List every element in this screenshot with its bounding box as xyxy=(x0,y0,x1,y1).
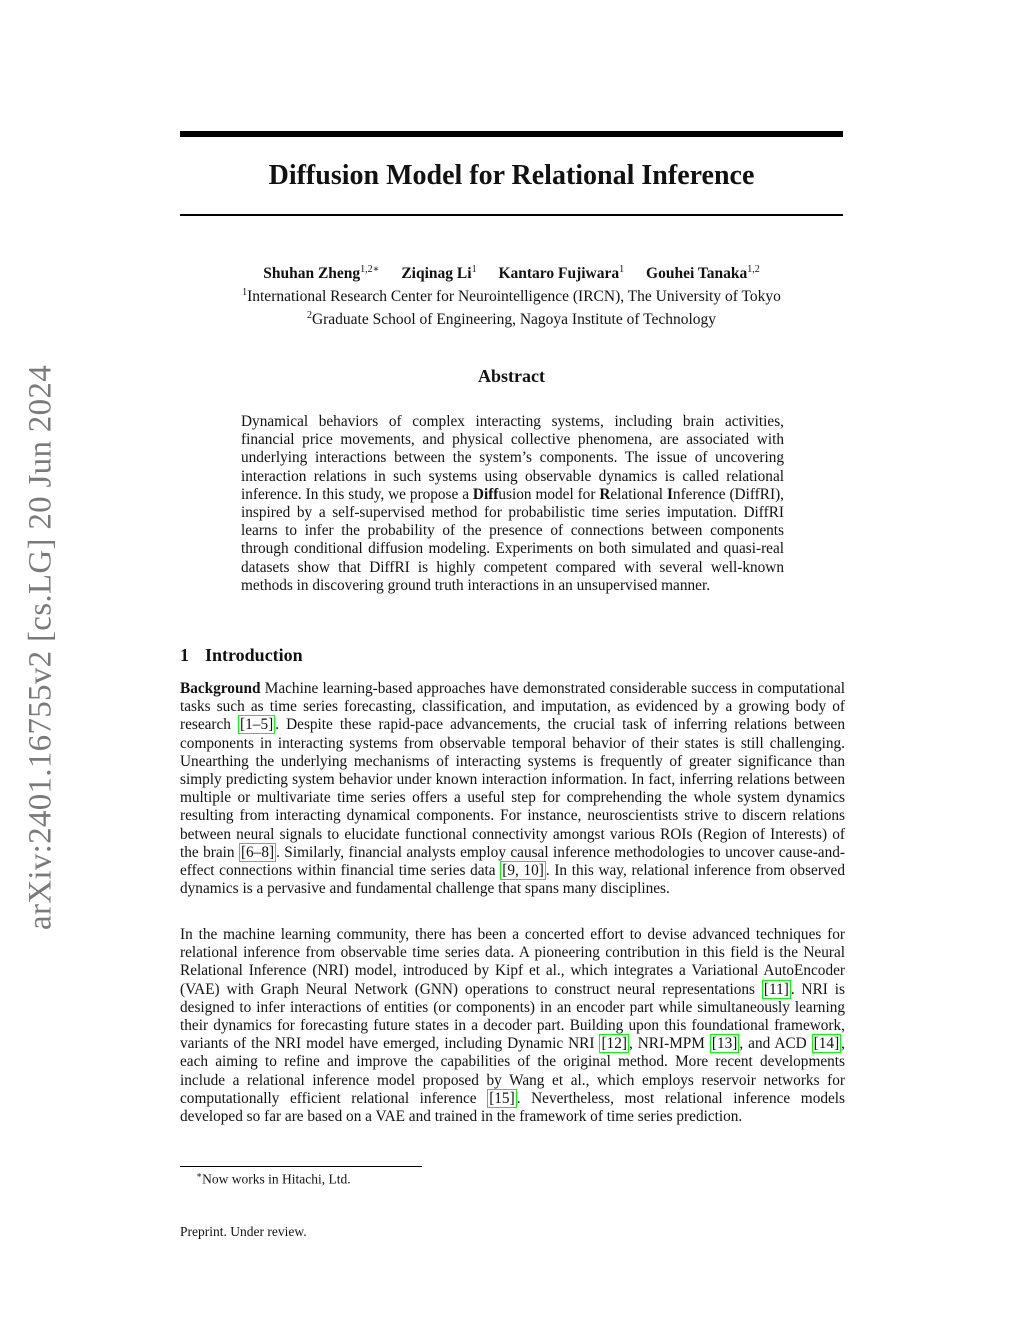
footnote-rule xyxy=(180,1166,422,1167)
arxiv-stamp: arXiv:2401.16755v2 [cs.LG] 20 Jun 2024 xyxy=(22,365,59,931)
title-top-rule xyxy=(180,131,843,137)
citation-link[interactable]: [14] xyxy=(813,1035,840,1053)
citation-link[interactable]: [6–8] xyxy=(240,843,275,861)
author-name: Gouhei Tanaka$^{1,2}$ xyxy=(646,264,760,283)
author-names xyxy=(180,260,843,283)
author-block xyxy=(180,260,843,329)
author-name: Ziqinag Li$^1$ xyxy=(401,264,477,283)
abstract-text: Dynamical behaviors of complex interacting systems, including brain activities, financial price movements, and physical collective phenomena, are associated with underlying interactions between the system’s components. The issue of uncovering interaction relations in such systems using observable dynamics is called relational inference. In this study, we propose a Diffusion model for Relational Inference (DiffRI), inspired by a self-supervised method for probabilistic time series imputation. DiffRI learns to infer the probability of the presence of connections between components through conditional diffusion modeling. Experiments on both simulated and quasi-real datasets show that DiffRI is highly competent compared with several well-known methods in discovering ground truth interactions in an unsupervised manner. xyxy=(241,413,784,594)
intro-paragraph-1: Background Machine learning-based approaches have demonstrated considerable success in computational tasks such as time series forecasting, classification, and imputation, as evidenced by a growing body of research [1–5] . Despite these rapid-pace advancements, the crucial task of inferring relations between components in interacting systems from observable temporal behavior of their states is still challenging. Unearthing the underlying mechanisms of interacting systems is frequently of greater significance than simply predicting system behavior under known interaction information. In fact, inferring relations between multiple or multivariate time series offers a useful step for comprehending the whole system dynamics resulting from interacting dynamical components. For instance, neuroscientists strive to discern relations between neural signals to elucidate functional connectivity amongst various ROIs (Region of Interests) of the brain [6–8] . Similarly, financial analysts employ causal inference methodologies to uncover cause-and-effect connections within financial time series data [9, 10] . In this way, relational inference from observed dynamics is a pervasive and fundamental challenge that spans many disciplines. xyxy=(180,680,845,898)
citation-link[interactable]: [12] xyxy=(601,1035,627,1053)
author-name: Shuhan Zheng$^{1,2∗}$ xyxy=(263,264,380,283)
citation-link[interactable]: [15] xyxy=(489,1089,515,1107)
section-heading-introduction: 1 Introduction xyxy=(180,645,303,665)
paper-title: Diffusion Model for Relational Inference xyxy=(268,160,755,191)
affiliation-2: $^2$Graduate School of Engineering, Nagoya Institute of Technology xyxy=(306,310,717,329)
intro-paragraph-2: In the machine learning community, there has been a concerted effort to devise advanced techniques for relational inference from observable time series data. A pioneering contribution in this field is the Neural Relational Inference (NRI) model, introduced by Kipf et al., which integrates a Variational AutoEncoder (VAE) with Graph Neural Network (GNN) operations to construct neural representations [11] . NRI is designed to infer interactions of entities (or components) in an encoder part while simultaneously learning their dynamics for forecasting future states in a decoder part. Building upon this foundational framework, variants of the NRI model have emerged, including Dynamic NRI [12] , NRI-MPM [13] , and ACD [14] , each aiming to refine and improve the capabilities of the original method. More recent developments include a relational inference model proposed by Wang et al., which employs reservoir networks for computationally efficient relational inference [15] . Nevertheless, most relational inference models developed so far are based on a VAE and trained in the framework of time series prediction. xyxy=(180,926,845,1126)
preprint-note: Preprint. Under review. xyxy=(180,1224,307,1239)
abstract-heading: Abstract xyxy=(478,366,545,386)
citation-link[interactable]: [13] xyxy=(711,1035,738,1053)
paragraph-lead: Background xyxy=(180,680,261,697)
footnote: ∗Now works in Hitachi, Ltd. xyxy=(196,1170,351,1187)
citation-link[interactable]: [11] xyxy=(763,980,789,998)
author-name: Kantaro Fujiwara$^1$ xyxy=(498,264,625,283)
citation-link[interactable]: [1–5] xyxy=(240,716,274,734)
title-bottom-rule xyxy=(180,214,843,216)
affiliation-1: $^1$International Research Center for Neurointelligence (IRCN), The University of Tokyo xyxy=(242,287,781,306)
citation-link[interactable]: [9, 10] xyxy=(502,862,544,880)
